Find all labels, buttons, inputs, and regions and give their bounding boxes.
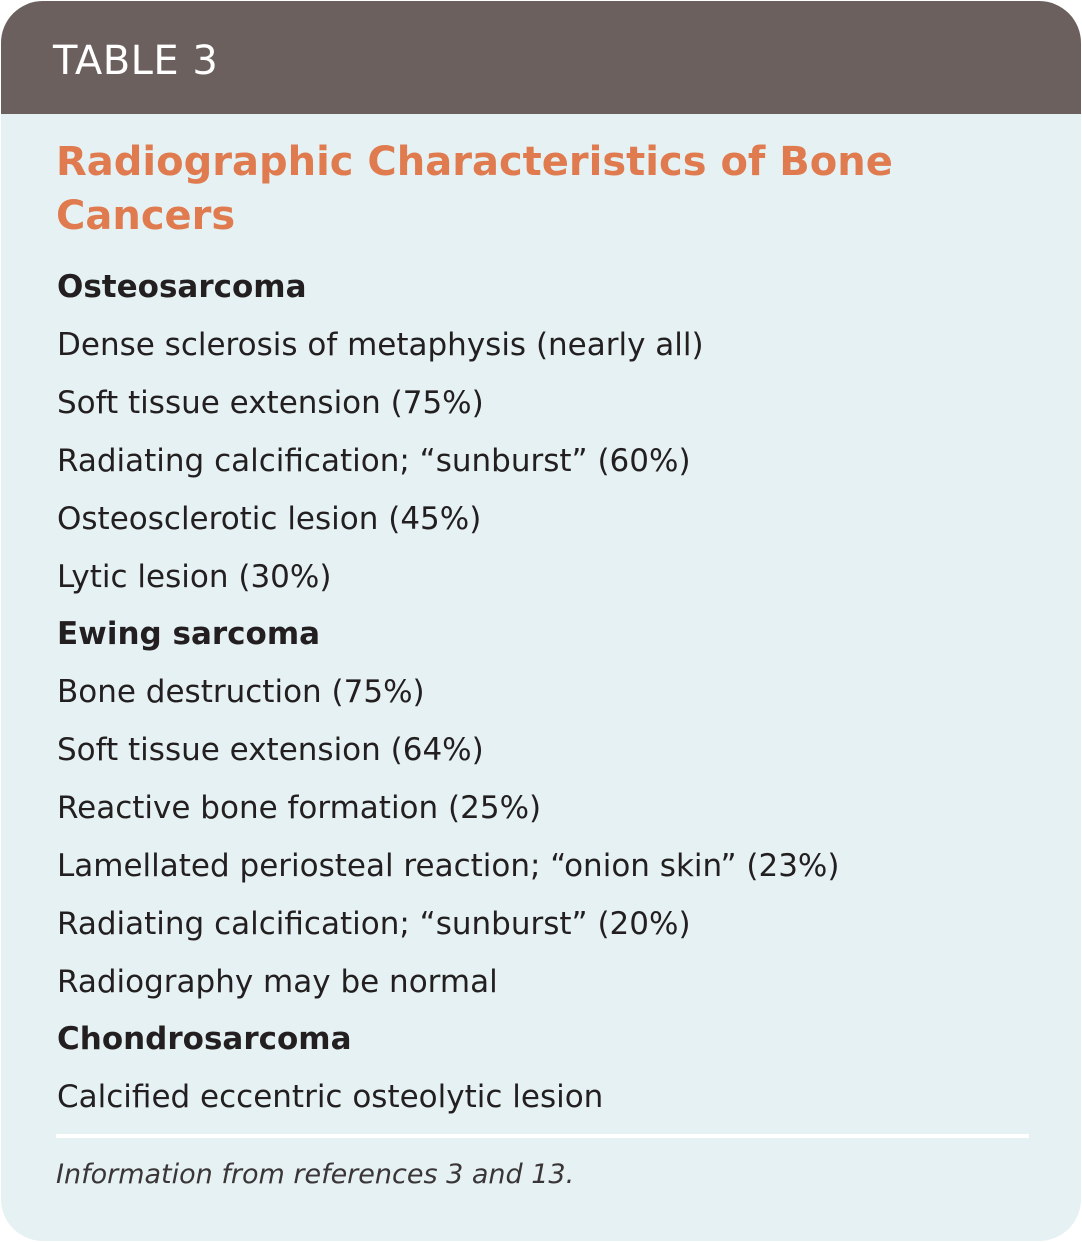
list-item: Bone destruction (75%): [57, 674, 425, 710]
table-title: Radiographic Characteristics of Bone Cancers: [56, 139, 893, 239]
table-header-bar: [1, 1, 1081, 114]
list-item: Soft tissue extension (75%): [57, 385, 484, 421]
list-item: Soft tissue extension (64%): [57, 732, 484, 768]
source-footnote: Information from references 3 and 13.: [56, 1159, 575, 1190]
list-item: Reactive bone formation (25%): [57, 790, 542, 826]
footnote-divider: [56, 1134, 1029, 1138]
list-item: Lytic lesion (30%): [57, 559, 332, 595]
list-item: Radiating calcification; “sunburst” (20%): [57, 906, 691, 942]
table-body: [57, 259, 1037, 1126]
list-item: Lamellated periosteal reaction; “onion skin” (23%): [57, 848, 840, 884]
table-card: [1, 1, 1081, 1241]
section-heading-osteosarcoma: Osteosarcoma: [57, 269, 307, 305]
list-item: Dense sclerosis of metaphysis (nearly all): [57, 327, 704, 363]
section-heading-ewing-sarcoma: Ewing sarcoma: [57, 616, 321, 652]
list-item: Radiography may be normal: [57, 964, 498, 1000]
list-item: Calcified eccentric osteolytic lesion: [57, 1079, 604, 1115]
section-heading-chondrosarcoma: Chondrosarcoma: [57, 1021, 352, 1057]
list-item: Osteosclerotic lesion (45%): [57, 501, 482, 537]
table-number-label: TABLE 3: [53, 38, 219, 84]
list-item: Radiating calcification; “sunburst” (60%): [57, 443, 691, 479]
